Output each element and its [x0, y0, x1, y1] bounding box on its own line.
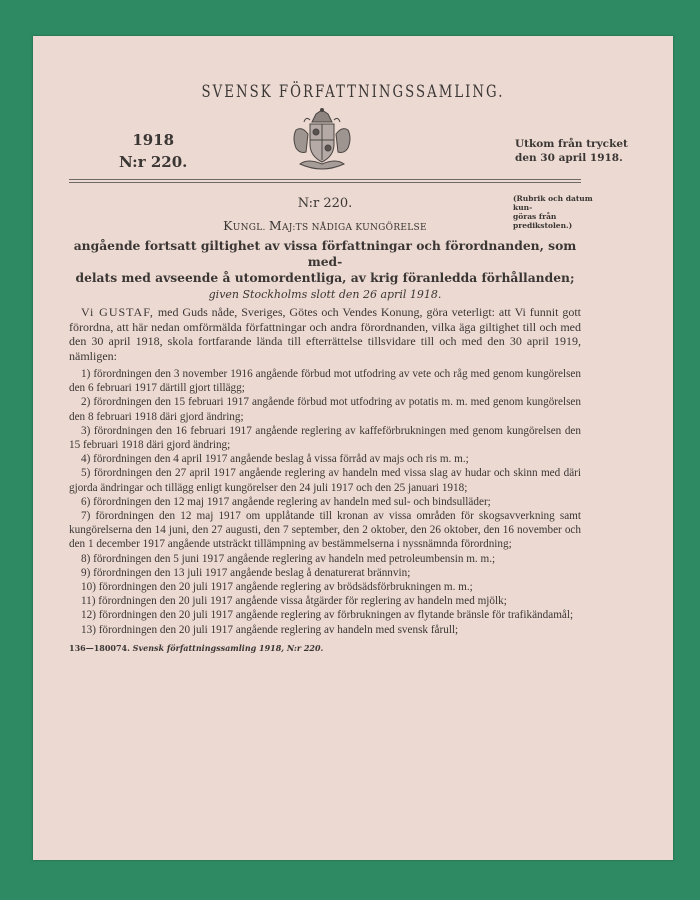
notice-subject [69, 238, 581, 286]
issued-date [515, 137, 628, 165]
list-item: 11) förordningen den 20 juli 1917 angående vissa åtgärder för reglering av handeln med mjölk; [81, 595, 507, 608]
heading-kungl: UNGL. [232, 223, 269, 233]
document-body [69, 305, 581, 637]
heading-initial-m: M [268, 218, 282, 233]
footer-source: Svensk författningssamling 1918, N:r 220. [129, 642, 324, 653]
subject-line-2: delats med avseende å utomordentliga, av krig föranledda förhållanden; [75, 270, 575, 285]
rubrik-note-line-1: (Rubrik och datum kun- [513, 194, 593, 212]
list-item: 12) förordningen den 20 juli 1917 angående reglering av förbrukningen av flytande bränsle för trafikändamål; [81, 609, 574, 622]
page-footer [69, 643, 581, 654]
list-item: 5) förordningen den 27 april 1917 angående reglering av handeln med vissa slag av hudar och skinn med däri gjorda ändringar och tillägg enligt kungörelser den 24 juli 1917 och den 25 januari 1918; [69, 467, 581, 494]
issue-year: 1918 [132, 131, 175, 149]
header-rule-top [69, 179, 581, 180]
intro-text: med Guds nåde, Sveriges, Götes och Vendes Konung, göra veterligt: att Vi funnit gott förordna, att här nedan omförmälda författningar och andra förordnanden, vilka äga giltighet till och med den 30 april 1918, skola fortfarande lända till efterrättelse tillsvidare till och med den 30 april 1919, nämligen: [69, 305, 581, 363]
swedish-coat-of-arms-icon [286, 108, 358, 176]
subject-line-1: angående fortsatt giltighet av vissa författningar och förordnanden, som med- [73, 238, 577, 269]
intro-paragraph [69, 305, 581, 363]
issued-line-1: Utkom från trycket [515, 138, 628, 150]
king-name: Vi GUSTAF, [81, 305, 154, 319]
list-item: 6) förordningen den 12 maj 1917 angående reglering av handeln med sul- och bindsulläder; [81, 495, 491, 508]
list-item: 4) förordningen den 4 april 1917 angående beslag å vissa förråd av majs och ris m. m.; [81, 453, 469, 466]
issue-year-number [119, 129, 187, 173]
rubrik-note [513, 194, 603, 230]
list-item: 7) förordningen den 12 maj 1917 om upplåtande till kronan av vissa områden för skogsavverkning samt kungörelserna den 14 juni, den 27 augusti, den 7 september, den 2 oktober, den 26 oktober, den 16 november och den 1 december 1917 angående utsträckt tillämpning av bestämmelserna i nyssnämnda förordning; [69, 510, 581, 551]
document-content [69, 192, 593, 654]
masthead-title: SVENSK FÖRFATTNINGSSAMLING. [201, 82, 505, 102]
rubrik-note-line-2: göras från predikstolen.) [513, 212, 573, 230]
given-at: given Stockholms slott den 26 april 1918. [208, 288, 442, 301]
list-item: 3) förordningen den 16 februari 1917 angående reglering av kaffeförbrukningen med genom kungörelsen den 15 februari 1918 däri gjord ändring; [69, 424, 581, 452]
heading-initial-k: K [223, 218, 233, 233]
list-item: 9) förordningen den 13 juli 1917 angående beslag å denaturerat brännvin; [81, 566, 411, 579]
header-rule-bottom [69, 182, 581, 183]
list-item: 10) förordningen den 20 juli 1917 angående reglering av brödsädsförbrukningen m. m.; [81, 581, 473, 594]
notice-number: N:r 220. [297, 196, 353, 211]
footer-code: 136—180074. [69, 642, 130, 653]
list-item: 13) förordningen den 20 juli 1917 angående reglering av handeln med svensk fårull; [81, 623, 459, 636]
list-item: 8) förordningen den 5 juni 1917 angående reglering av handeln med petroleumbensin m. m.; [81, 552, 496, 565]
list-item: 1) förordningen den 3 november 1916 angående förbud mot utfodring av vete och råg med genom kungörelsen den 6 februari 1917 därtill gjort tillägg; [69, 368, 581, 395]
document-page [33, 36, 673, 860]
notice-heading [69, 218, 581, 236]
issued-line-2: den 30 april 1918. [515, 152, 623, 164]
heading-majts: AJ:TS NÅDIGA KUNGÖRELSE [282, 223, 427, 233]
issue-number: N:r 220. [119, 153, 188, 171]
list-item: 2) förordningen den 15 februari 1917 angående förbud mot utfodring av potatis m. m. med genom kungörelsen den 8 februari 1918 däri gjord ändring; [69, 396, 581, 423]
